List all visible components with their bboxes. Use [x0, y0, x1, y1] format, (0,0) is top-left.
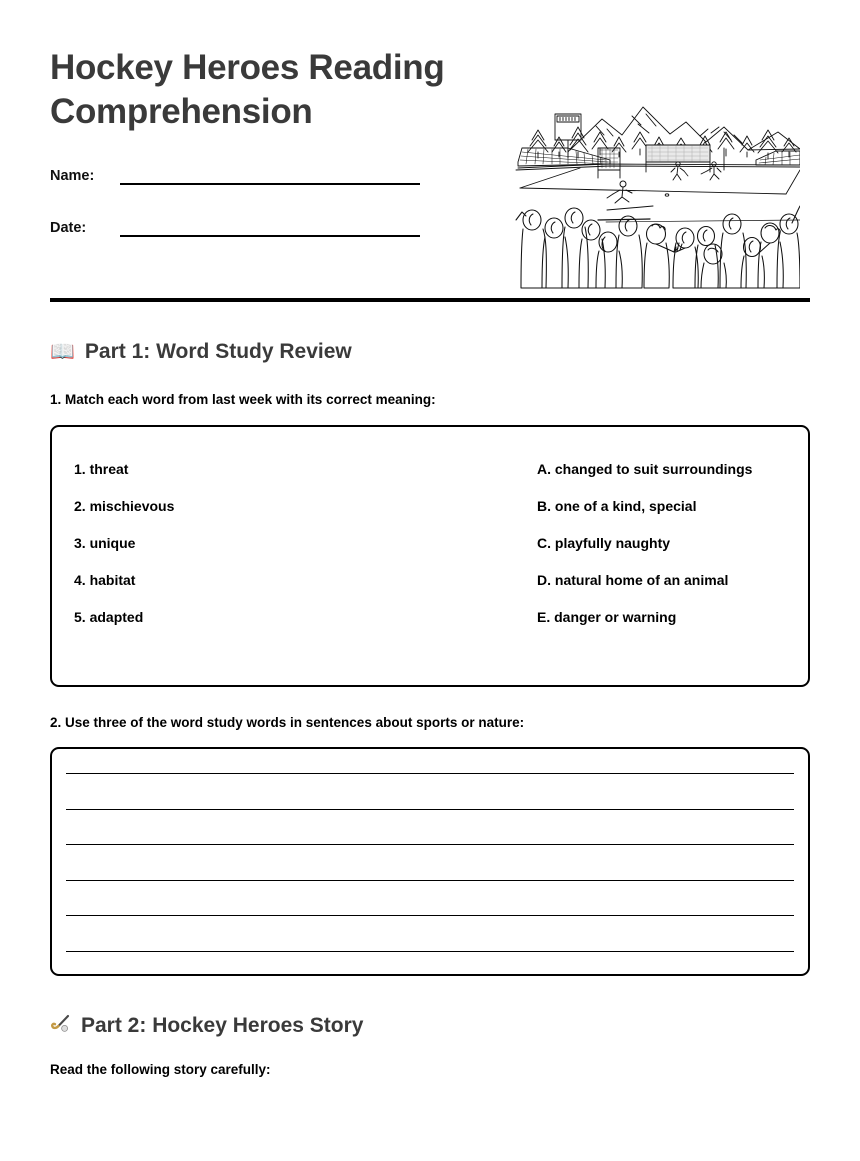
- part1-title: Part 1: Word Study Review: [84, 340, 352, 363]
- question1-prompt: 1. Match each word from last week with its correct meaning:: [50, 392, 436, 408]
- part2-title: Part 2: Hockey Heroes Story: [81, 1014, 364, 1038]
- part2-heading: [50, 1013, 810, 1038]
- matching-row: [74, 572, 786, 588]
- date-input-line[interactable]: [120, 235, 420, 237]
- name-field-label: Name:: [50, 168, 95, 185]
- match-word[interactable]: 4. habitat: [74, 572, 136, 589]
- matching-row: [74, 498, 786, 514]
- header-divider: [50, 298, 810, 302]
- matching-row: [74, 535, 786, 551]
- answer-writing-box[interactable]: [50, 747, 810, 976]
- match-word[interactable]: 2. mischievous: [74, 498, 175, 515]
- match-meaning[interactable]: A. changed to suit surroundings: [537, 461, 753, 478]
- match-word[interactable]: 5. adapted: [74, 609, 144, 626]
- open-book-icon: 📖: [50, 340, 75, 363]
- match-word[interactable]: 3. unique: [74, 535, 136, 552]
- page-title: Hockey Heroes Reading Comprehension: [50, 48, 445, 132]
- match-word[interactable]: 1. threat: [74, 461, 129, 478]
- writing-line[interactable]: [66, 844, 794, 845]
- writing-line[interactable]: [66, 880, 794, 881]
- match-meaning[interactable]: C. playfully naughty: [537, 535, 671, 552]
- date-field-row: [50, 212, 480, 238]
- date-field-label: Date:: [50, 220, 87, 237]
- student-info-fields: [50, 160, 480, 238]
- match-meaning[interactable]: D. natural home of an animal: [537, 572, 729, 589]
- match-meaning[interactable]: B. one of a kind, special: [537, 498, 697, 515]
- part2-instruction: Read the following story carefully:: [50, 1062, 271, 1078]
- writing-line[interactable]: [66, 773, 794, 774]
- name-input-line[interactable]: [120, 183, 420, 185]
- question2-prompt: 2. Use three of the word study words in sentences about sports or nature:: [50, 715, 525, 731]
- matching-exercise-box: [50, 425, 810, 687]
- worksheet-header: [50, 0, 810, 296]
- field-hockey-stick-and-ball-icon: [50, 1013, 71, 1038]
- writing-line[interactable]: [66, 951, 794, 952]
- writing-line[interactable]: [66, 915, 794, 916]
- part1-heading: [50, 339, 810, 364]
- hockey-rink-crowd-illustration: [510, 102, 800, 297]
- matching-row: [74, 609, 786, 625]
- name-field-row: [50, 160, 480, 186]
- writing-line[interactable]: [66, 809, 794, 810]
- match-meaning[interactable]: E. danger or warning: [537, 609, 677, 626]
- matching-row: [74, 461, 786, 477]
